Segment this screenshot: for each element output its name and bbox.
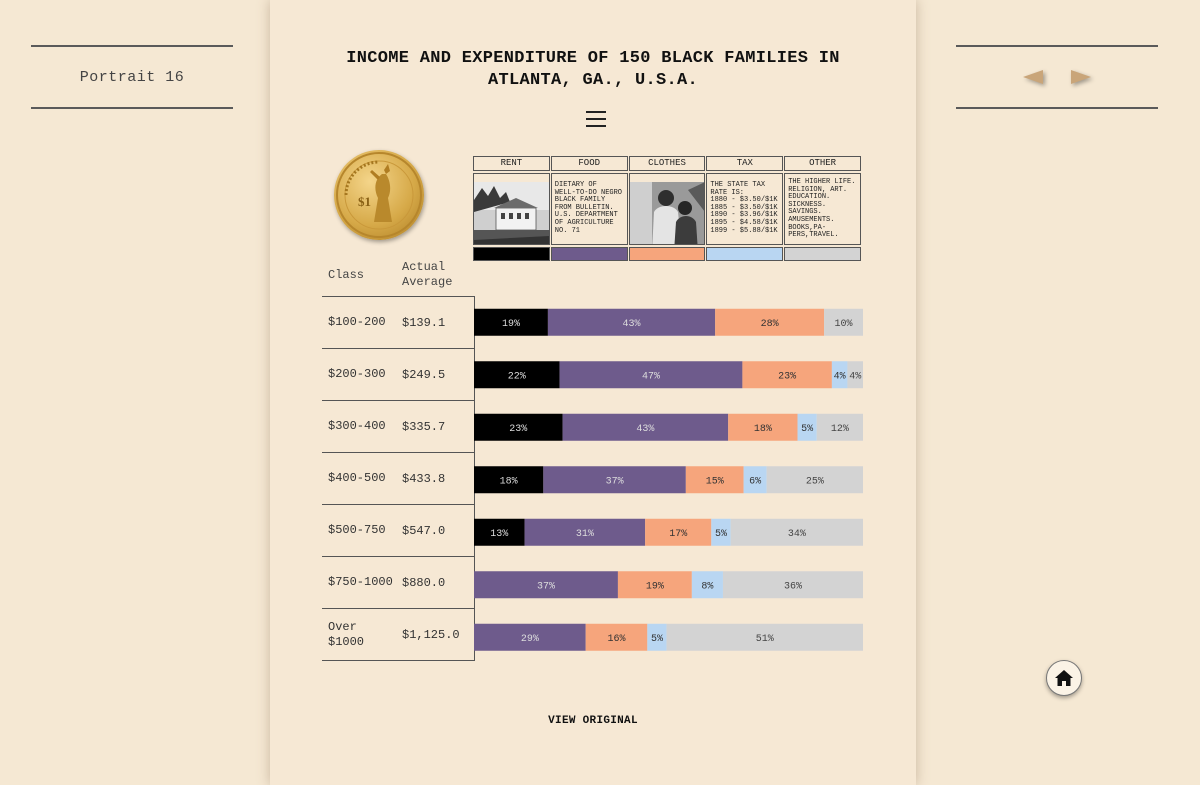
- bar-label-other: 4%: [849, 371, 862, 383]
- page-title: [270, 48, 916, 92]
- legend-header-tax: TAX: [706, 156, 783, 171]
- title-line-1: INCOME AND EXPENDITURE OF 150 BLACK FAMILIES IN: [346, 49, 840, 68]
- class-table: [322, 296, 475, 661]
- bar-label-clothes: 19%: [645, 581, 664, 593]
- bar-label-other: 51%: [755, 633, 774, 645]
- average-cell: $139.1: [402, 315, 446, 330]
- bar-label-tax: 6%: [749, 476, 762, 488]
- bar-label-tax: 5%: [801, 423, 814, 435]
- bar-label-tax: 8%: [701, 581, 714, 593]
- portrait-label: Portrait 16: [79, 68, 185, 86]
- swatch-food: [551, 247, 628, 261]
- class-cell: $200-300: [328, 367, 386, 381]
- dollar-coin-icon: [334, 150, 424, 240]
- bar-label-rent: 18%: [499, 476, 518, 488]
- legend-headers: [473, 156, 862, 171]
- table-row: [322, 400, 474, 452]
- bar-label-food: 43%: [622, 318, 641, 330]
- bar-label-food: 37%: [605, 476, 624, 488]
- bar-label-tax: 5%: [650, 633, 663, 645]
- rent-photo: [473, 173, 550, 245]
- bar-label-clothes: 18%: [753, 423, 772, 435]
- navigation-panel: [956, 45, 1158, 109]
- swatch-tax: [706, 247, 783, 261]
- legend-header-other: OTHER: [784, 156, 861, 171]
- bar-label-rent: 22%: [507, 371, 526, 383]
- bar-label-clothes: 17%: [669, 528, 688, 540]
- legend-panels: [473, 173, 862, 245]
- bar-label-other: 36%: [783, 581, 802, 593]
- average-cell: $249.5: [402, 367, 446, 382]
- bar-label-other: 34%: [787, 528, 806, 540]
- swatch-rent: [473, 247, 550, 261]
- class-cell: $100-200: [328, 315, 386, 329]
- bar-label-other: 25%: [805, 476, 824, 488]
- bar-label-rent: 19%: [501, 318, 520, 330]
- table-row: [322, 348, 474, 400]
- bar-label-other: 10%: [834, 318, 853, 330]
- portrait-panel: [31, 45, 233, 109]
- bar-label-rent: 13%: [490, 528, 509, 540]
- swatch-clothes: [629, 247, 706, 261]
- previous-arrow-icon[interactable]: [1023, 70, 1043, 84]
- legend-header-rent: RENT: [473, 156, 550, 171]
- swatch-other: [784, 247, 861, 261]
- home-icon: [1054, 669, 1074, 687]
- bar-label-tax: 4%: [833, 371, 846, 383]
- average-cell: $433.8: [402, 471, 446, 486]
- class-cell: $500-750: [328, 523, 386, 537]
- table-row: [322, 504, 474, 556]
- bar-label-rent: 23%: [509, 423, 528, 435]
- stacked-bar-chart: [474, 296, 863, 664]
- bar-label-other: 12%: [830, 423, 849, 435]
- main-card: [270, 0, 916, 785]
- class-cell: $400-500: [328, 471, 386, 485]
- legend: [473, 156, 862, 261]
- average-cell: $880.0: [402, 575, 446, 590]
- tax-note: THE STATE TAX RATE IS: 1880 - $3.50/$1K 1885 - $3.50/$1K 1890 - $3.96/$1K 1895 - $4.58/$1K 1899 - $5.88/$1K: [706, 173, 783, 245]
- class-cell: $750-1000: [328, 575, 393, 589]
- table-row: [322, 556, 474, 608]
- chart-svg: [474, 296, 863, 664]
- legend-header-clothes: CLOTHES: [629, 156, 706, 171]
- bar-label-food: 29%: [520, 633, 539, 645]
- bar-label-food: 31%: [575, 528, 594, 540]
- class-cell: Over $1000: [328, 619, 365, 649]
- divider-bottom: [31, 107, 233, 109]
- svg-text:$1: $1: [358, 194, 371, 209]
- clothes-photo: [629, 173, 706, 245]
- home-button[interactable]: [1046, 660, 1082, 696]
- legend-header-food: FOOD: [551, 156, 628, 171]
- bar-label-food: 37%: [536, 581, 555, 593]
- bar-label-clothes: 16%: [607, 633, 626, 645]
- view-original-link[interactable]: VIEW ORIGINAL: [548, 715, 638, 727]
- class-cell: $300-400: [328, 419, 386, 433]
- column-header-average: Actual Average: [402, 260, 453, 289]
- title-line-2: ATLANTA, GA., U.S.A.: [487, 71, 699, 90]
- bar-label-tax: 5%: [715, 528, 728, 540]
- legend-swatches: [473, 247, 862, 261]
- average-cell: $335.7: [402, 419, 446, 434]
- table-row: [322, 452, 474, 504]
- average-cell: $547.0: [402, 523, 446, 538]
- food-note: DIETARY OF WELL-TO-DO NEGRO BLACK FAMILY FROM BULLETIN. U.S. DEPARTMENT OF AGRICULTURE NO. 71: [551, 173, 628, 245]
- table-row: [322, 608, 474, 661]
- bar-label-clothes: 15%: [705, 476, 724, 488]
- bar-label-food: 47%: [641, 371, 661, 383]
- divider-bottom: [956, 107, 1158, 109]
- bar-label-food: 43%: [636, 423, 655, 435]
- bar-label-clothes: 28%: [760, 318, 779, 330]
- other-note: THE HIGHER LIFE. RELIGION, ART. EDUCATION. SICKNESS. SAVINGS. AMUSEMENTS. BOOKS,PA- PERS,TRAVEL.: [784, 173, 861, 245]
- hamburger-menu-icon[interactable]: [586, 111, 606, 127]
- bar-label-clothes: 23%: [778, 371, 797, 383]
- column-header-class: Class: [328, 268, 365, 282]
- next-arrow-icon[interactable]: [1071, 70, 1091, 84]
- average-cell: $1,125.0: [402, 627, 460, 642]
- table-row: [322, 296, 474, 348]
